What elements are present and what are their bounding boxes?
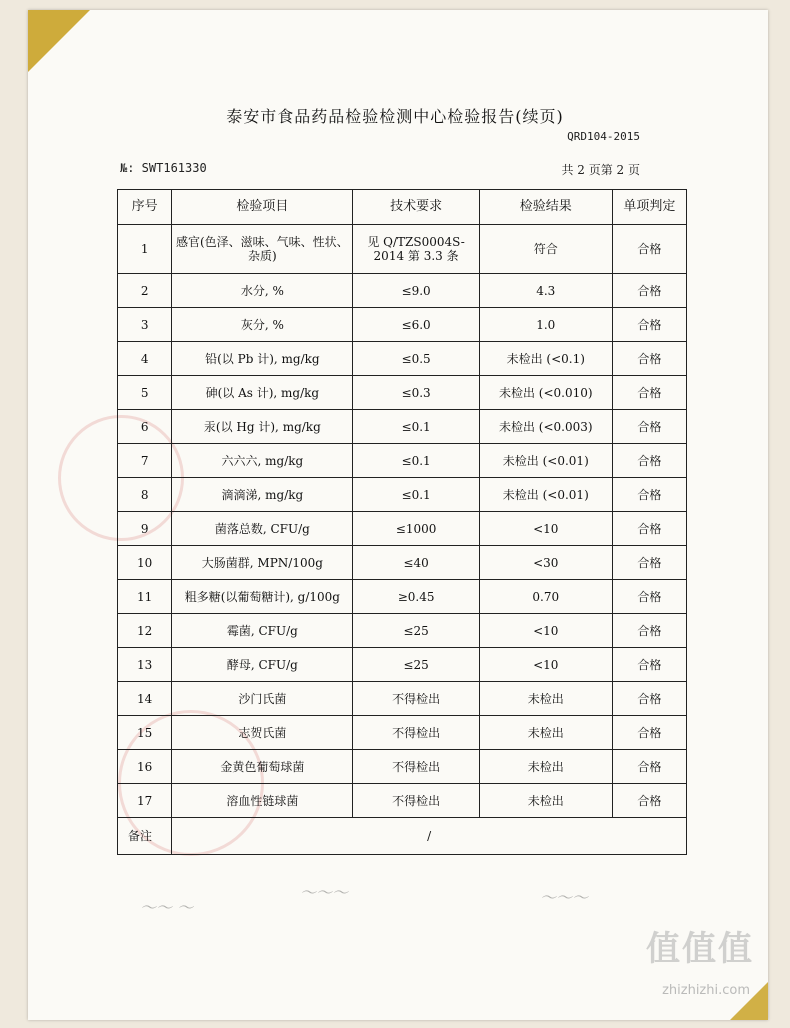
cell-seq: 1: [118, 225, 172, 274]
cell-result: 未检出 (<0.003): [479, 410, 612, 444]
table-row: [118, 512, 687, 546]
cell-seq: 2: [118, 274, 172, 308]
table-row: [118, 648, 687, 682]
cell-judgement: 合格: [612, 784, 686, 818]
cell-judgement: 合格: [612, 546, 686, 580]
report-number: №: SWT161330: [120, 161, 207, 175]
cell-result: 未检出 (<0.01): [479, 478, 612, 512]
header-result: 检验结果: [479, 190, 612, 225]
cell-judgement: 合格: [612, 682, 686, 716]
cell-seq: 13: [118, 648, 172, 682]
table-header-row: [118, 190, 687, 225]
cell-judgement: 合格: [612, 750, 686, 784]
cell-item: 水分, %: [172, 274, 353, 308]
cell-item: 感官(色泽、滋味、气味、性状、杂质): [172, 225, 353, 274]
cell-seq: 15: [118, 716, 172, 750]
cell-requirement: 不得检出: [353, 716, 480, 750]
cell-seq: 12: [118, 614, 172, 648]
cell-seq: 11: [118, 580, 172, 614]
cell-requirement: ≤0.1: [353, 478, 480, 512]
cell-item: 灰分, %: [172, 308, 353, 342]
remark-value: /: [172, 818, 687, 855]
cell-requirement: ≤25: [353, 648, 480, 682]
header-judgement: 单项判定: [612, 190, 686, 225]
cell-judgement: 合格: [612, 512, 686, 546]
cell-item: 六六六, mg/kg: [172, 444, 353, 478]
cell-judgement: 合格: [612, 444, 686, 478]
cell-requirement: ≤0.1: [353, 444, 480, 478]
cell-requirement: ≤6.0: [353, 308, 480, 342]
table-row: [118, 580, 687, 614]
table-row: [118, 376, 687, 410]
cell-judgement: 合格: [612, 308, 686, 342]
table-row: [118, 784, 687, 818]
cell-item: 铅(以 Pb 计), mg/kg: [172, 342, 353, 376]
signature-mark: 〜〜 〜: [140, 898, 194, 917]
table-row: [118, 342, 687, 376]
cell-item: 溶血性链球菌: [172, 784, 353, 818]
cell-item: 滴滴涕, mg/kg: [172, 478, 353, 512]
cell-result: <10: [479, 512, 612, 546]
corner-decoration-top-left: [28, 10, 90, 72]
cell-result: <30: [479, 546, 612, 580]
remark-label: 备注: [118, 818, 172, 855]
cell-requirement: 不得检出: [353, 750, 480, 784]
cell-item: 汞(以 Hg 计), mg/kg: [172, 410, 353, 444]
table-row: [118, 225, 687, 274]
remark-row: [118, 818, 687, 855]
cell-seq: 9: [118, 512, 172, 546]
cell-result: 未检出 (<0.01): [479, 444, 612, 478]
cell-judgement: 合格: [612, 410, 686, 444]
cell-requirement: ≥0.45: [353, 580, 480, 614]
cell-requirement: 不得检出: [353, 682, 480, 716]
cell-result: 未检出: [479, 682, 612, 716]
cell-seq: 3: [118, 308, 172, 342]
cell-result: 4.3: [479, 274, 612, 308]
page-info: 共 2 页第 2 页: [561, 163, 640, 177]
cell-seq: 17: [118, 784, 172, 818]
cell-item: 菌落总数, CFU/g: [172, 512, 353, 546]
cell-seq: 4: [118, 342, 172, 376]
header-seq: 序号: [118, 190, 172, 225]
table-row: [118, 716, 687, 750]
cell-requirement: 见 Q/TZS0004S-2014 第 3.3 条: [353, 225, 480, 274]
table-row: [118, 614, 687, 648]
signature-mark: 〜〜〜: [300, 883, 349, 902]
cell-item: 酵母, CFU/g: [172, 648, 353, 682]
cell-judgement: 合格: [612, 648, 686, 682]
signature-mark: 〜〜〜: [540, 888, 589, 907]
cell-requirement: ≤9.0: [353, 274, 480, 308]
table-row: [118, 308, 687, 342]
cell-seq: 8: [118, 478, 172, 512]
table-row: [118, 274, 687, 308]
cell-result: 1.0: [479, 308, 612, 342]
cell-judgement: 合格: [612, 614, 686, 648]
table-row: [118, 682, 687, 716]
watermark-url: zhizhizhi.com: [662, 983, 750, 998]
cell-seq: 14: [118, 682, 172, 716]
cell-result: 未检出: [479, 750, 612, 784]
cell-judgement: 合格: [612, 580, 686, 614]
header-requirement: 技术要求: [353, 190, 480, 225]
cell-result: 未检出 (<0.010): [479, 376, 612, 410]
cell-judgement: 合格: [612, 376, 686, 410]
table-row: [118, 546, 687, 580]
cell-item: 霉菌, CFU/g: [172, 614, 353, 648]
cell-seq: 6: [118, 410, 172, 444]
table-row: [118, 750, 687, 784]
cell-requirement: 不得检出: [353, 784, 480, 818]
cell-result: 符合: [479, 225, 612, 274]
cell-requirement: ≤40: [353, 546, 480, 580]
cell-result: <10: [479, 648, 612, 682]
table-row: [118, 410, 687, 444]
cell-result: 未检出 (<0.1): [479, 342, 612, 376]
cell-judgement: 合格: [612, 342, 686, 376]
inspection-table: [117, 189, 687, 855]
cell-result: 0.70: [479, 580, 612, 614]
cell-result: 未检出: [479, 784, 612, 818]
cell-seq: 7: [118, 444, 172, 478]
report-title: 泰安市食品药品检验检测中心检验报告(续页): [226, 107, 564, 126]
watermark-logo: 值值值: [646, 929, 754, 969]
cell-seq: 5: [118, 376, 172, 410]
cell-item: 志贺氏菌: [172, 716, 353, 750]
cell-requirement: ≤0.3: [353, 376, 480, 410]
cell-item: 沙门氏菌: [172, 682, 353, 716]
cell-seq: 10: [118, 546, 172, 580]
form-code: QRD104-2015: [567, 130, 640, 143]
cell-requirement: ≤1000: [353, 512, 480, 546]
cell-requirement: ≤0.1: [353, 410, 480, 444]
table-row: [118, 444, 687, 478]
cell-item: 砷(以 As 计), mg/kg: [172, 376, 353, 410]
cell-item: 大肠菌群, MPN/100g: [172, 546, 353, 580]
table-row: [118, 478, 687, 512]
cell-result: 未检出: [479, 716, 612, 750]
cell-requirement: ≤0.5: [353, 342, 480, 376]
cell-item: 金黄色葡萄球菌: [172, 750, 353, 784]
header-item: 检验项目: [172, 190, 353, 225]
cell-item: 粗多糖(以葡萄糖计), g/100g: [172, 580, 353, 614]
cell-requirement: ≤25: [353, 614, 480, 648]
cell-judgement: 合格: [612, 716, 686, 750]
cell-judgement: 合格: [612, 225, 686, 274]
cell-result: <10: [479, 614, 612, 648]
cell-judgement: 合格: [612, 478, 686, 512]
cell-judgement: 合格: [612, 274, 686, 308]
cell-seq: 16: [118, 750, 172, 784]
